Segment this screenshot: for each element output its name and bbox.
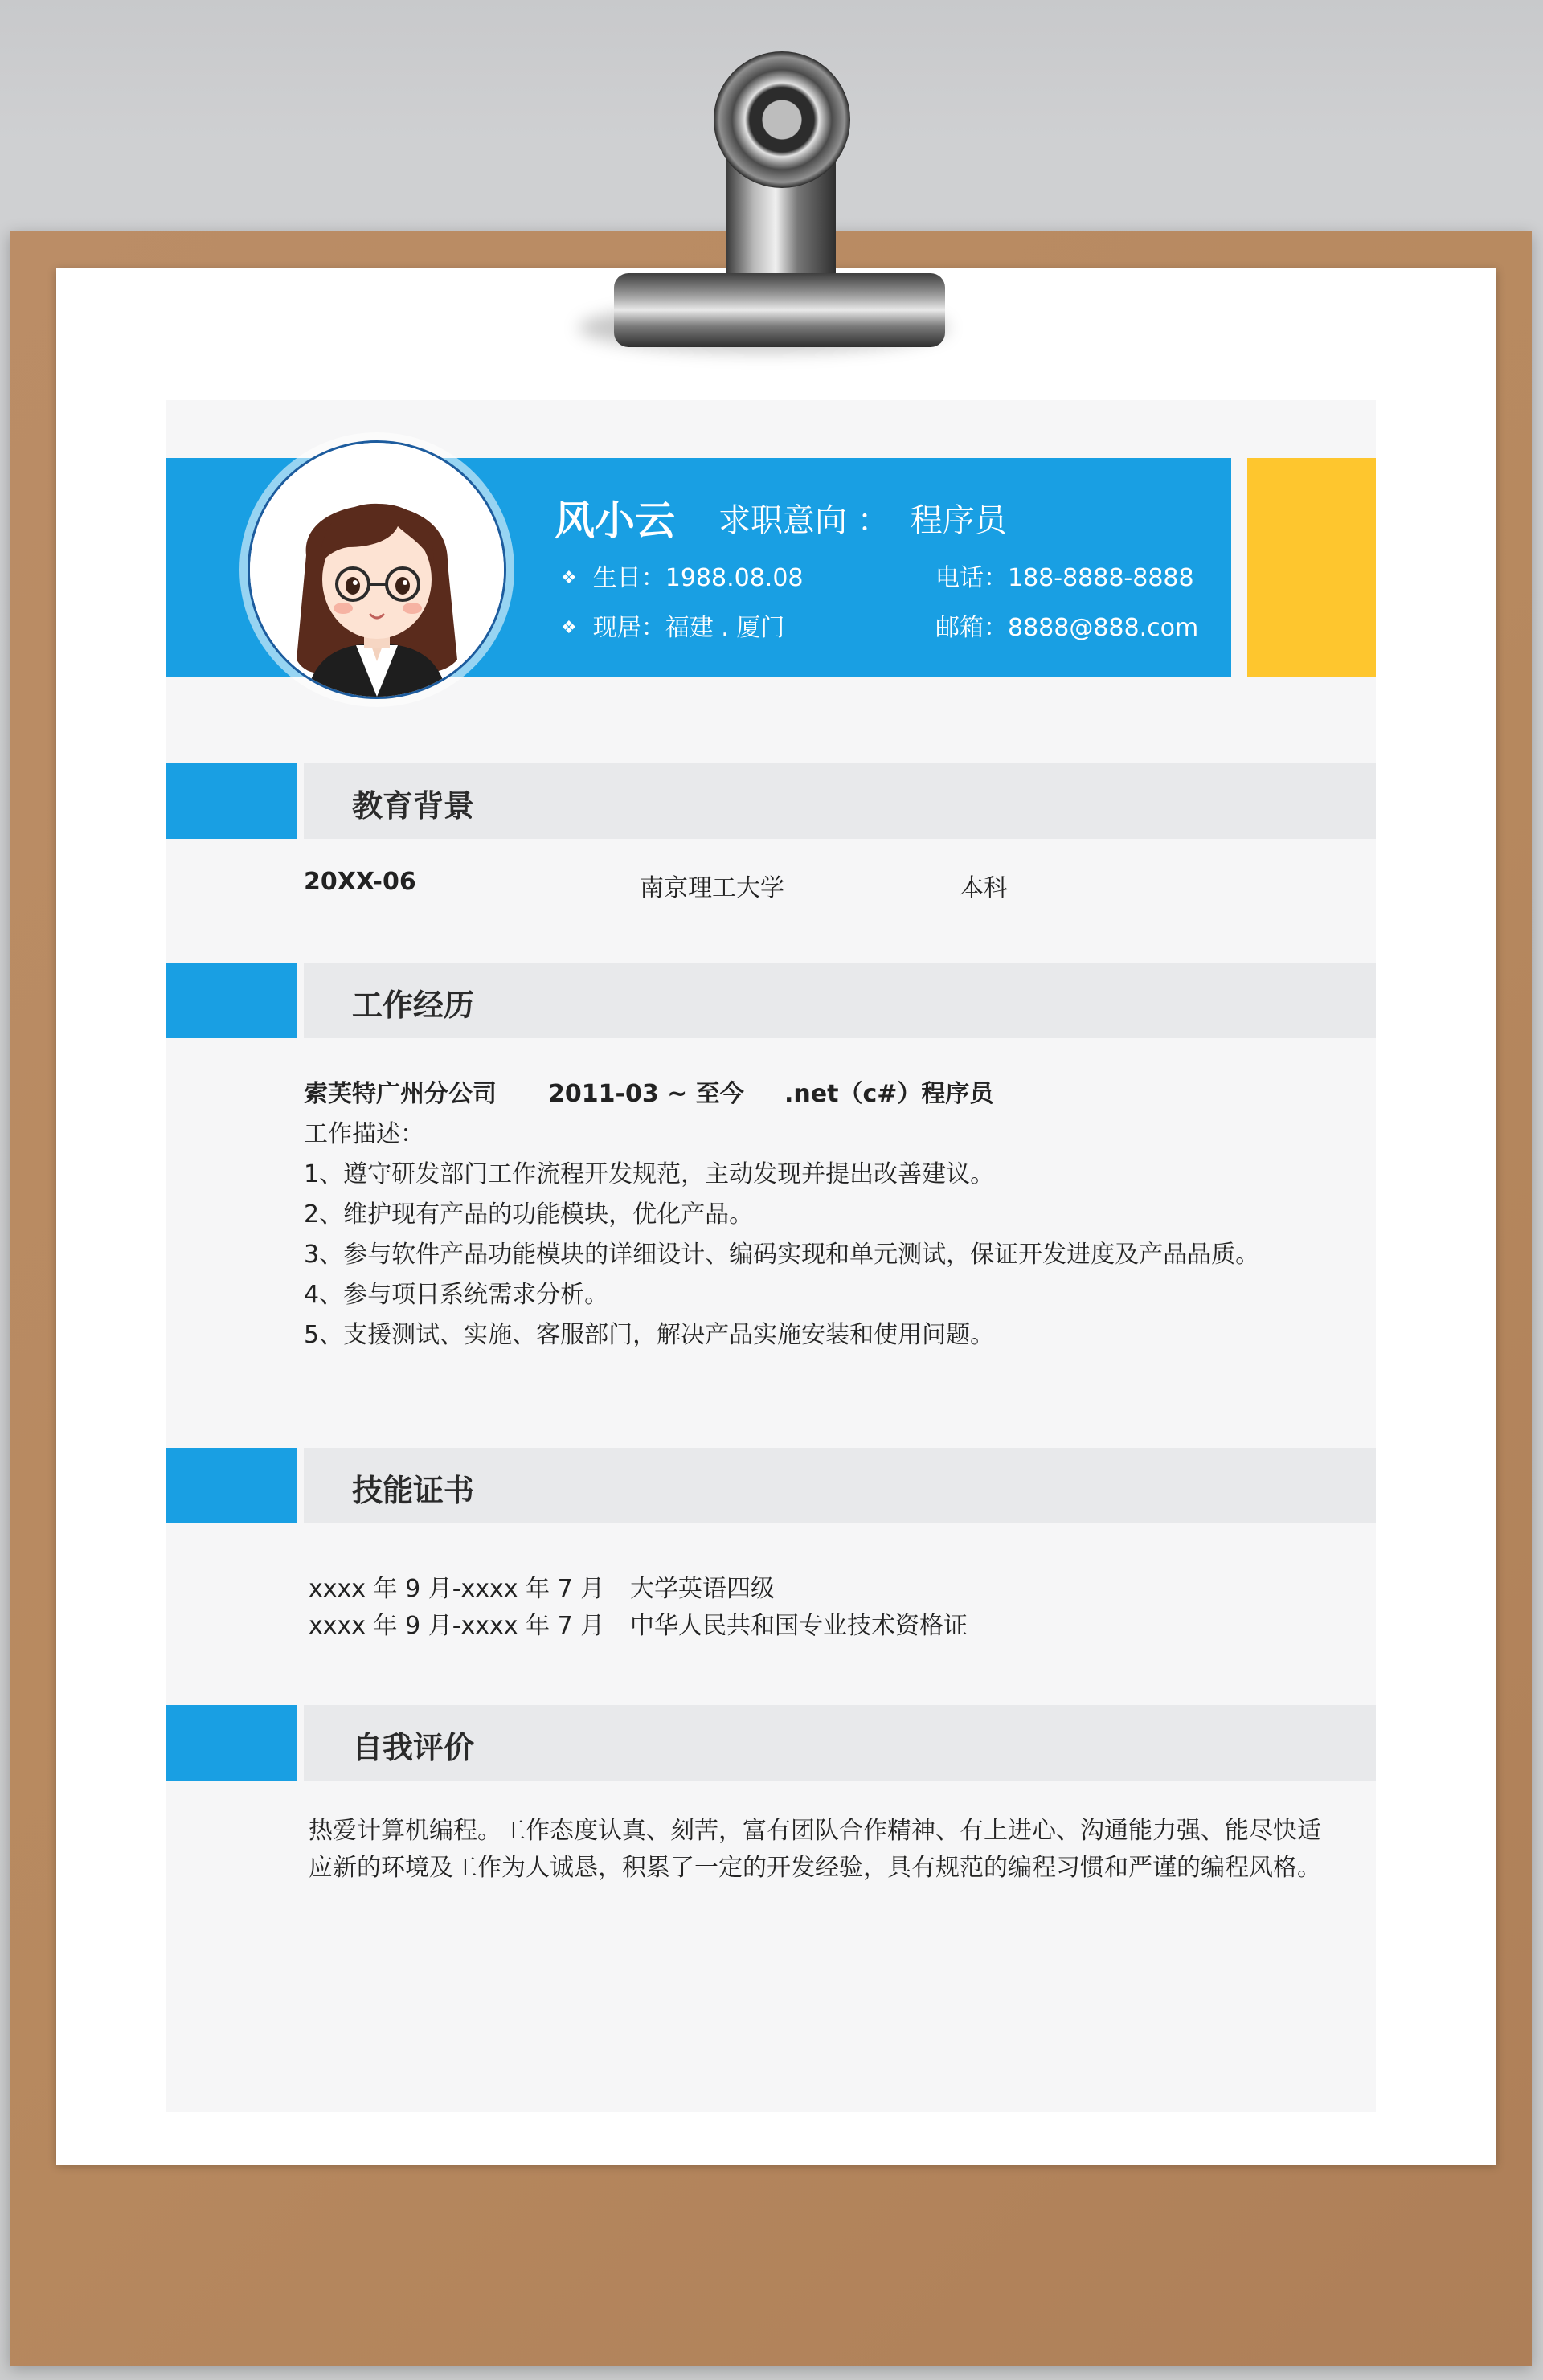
section-skills-header (166, 1448, 1376, 1523)
binder-clip-base (614, 273, 945, 347)
location-info (561, 607, 784, 643)
work-period: 2011-03 ~ 至今 (548, 1080, 744, 1108)
birth-text: 生日：1988.08.08 (592, 564, 804, 592)
birth-info (561, 558, 804, 593)
job-intent (718, 495, 1007, 541)
diamond-bullet-icon: ❖ (561, 568, 577, 588)
job-intent-label: 求职意向 ： (718, 502, 890, 539)
work-desc-item: 3、参与软件产品功能模块的详细设计、编码实现和单元测试，保证开发进度及产品品质。 (304, 1241, 1260, 1269)
self-eval-text: 热爱计算机编程。工作态度认真、刻苦，富有团队合作精神、有上进心、沟通能力强、能尽快适应新的环境及工作为人诚恳，积累了一定的开发经验，具有规范的编程习惯和严谨的编程风格。 (309, 1817, 1321, 1882)
section-self-eval-header (166, 1705, 1376, 1781)
section-title: 工作经历 (352, 988, 475, 1023)
skill-date: xxxx 年 9 月-xxxx 年 7 月 (309, 1612, 605, 1640)
cartoon-girl-avatar-icon (250, 443, 504, 697)
section-title: 教育背景 (352, 788, 475, 824)
education-school: 南京理工大学 (640, 874, 784, 902)
education-date: 20XX-06 (304, 868, 416, 896)
avatar (248, 440, 506, 699)
section-marker (166, 1448, 297, 1523)
work-position: .net（c#）程序员 (784, 1080, 994, 1108)
resume (166, 400, 1376, 2112)
work-desc-item: 2、维护现有产品的功能模块，优化产品。 (304, 1200, 754, 1229)
candidate-name: 风小云 (555, 497, 675, 544)
location-text: 现居：福建 . 厦门 (592, 614, 785, 642)
job-intent-value: 程序员 (910, 502, 1007, 539)
work-desc-label: 工作描述： (304, 1120, 424, 1148)
work-company: 索芙特广州分公司 (304, 1080, 497, 1108)
email-info: 邮箱：8888@888.com (935, 614, 1199, 642)
section-marker (166, 963, 297, 1038)
skill-name: 中华人民共和国专业技术资格证 (630, 1612, 968, 1640)
binder-clip-ring (714, 51, 850, 188)
section-title: 技能证书 (352, 1473, 475, 1508)
diamond-bullet-icon: ❖ (561, 618, 577, 638)
phone-info: 电话：188-8888-8888 (935, 564, 1194, 592)
work-desc-item: 5、支援测试、实施、客服部门，解决产品实施安装和使用问题。 (304, 1321, 995, 1349)
work-desc-item: 1、遵守研发部门工作流程开发规范，主动发现并提出改善建议。 (304, 1160, 995, 1188)
section-marker (166, 1705, 297, 1781)
section-work-header (166, 963, 1376, 1038)
section-title: 自我评价 (352, 1730, 475, 1765)
skill-date: xxxx 年 9 月-xxxx 年 7 月 (309, 1575, 605, 1603)
section-marker (166, 763, 297, 839)
work-desc-item: 4、参与项目系统需求分析。 (304, 1281, 609, 1309)
section-education-header (166, 763, 1376, 839)
education-degree: 本科 (960, 874, 1008, 902)
header-accent-bar (1247, 458, 1376, 677)
skill-name: 大学英语四级 (630, 1575, 775, 1603)
